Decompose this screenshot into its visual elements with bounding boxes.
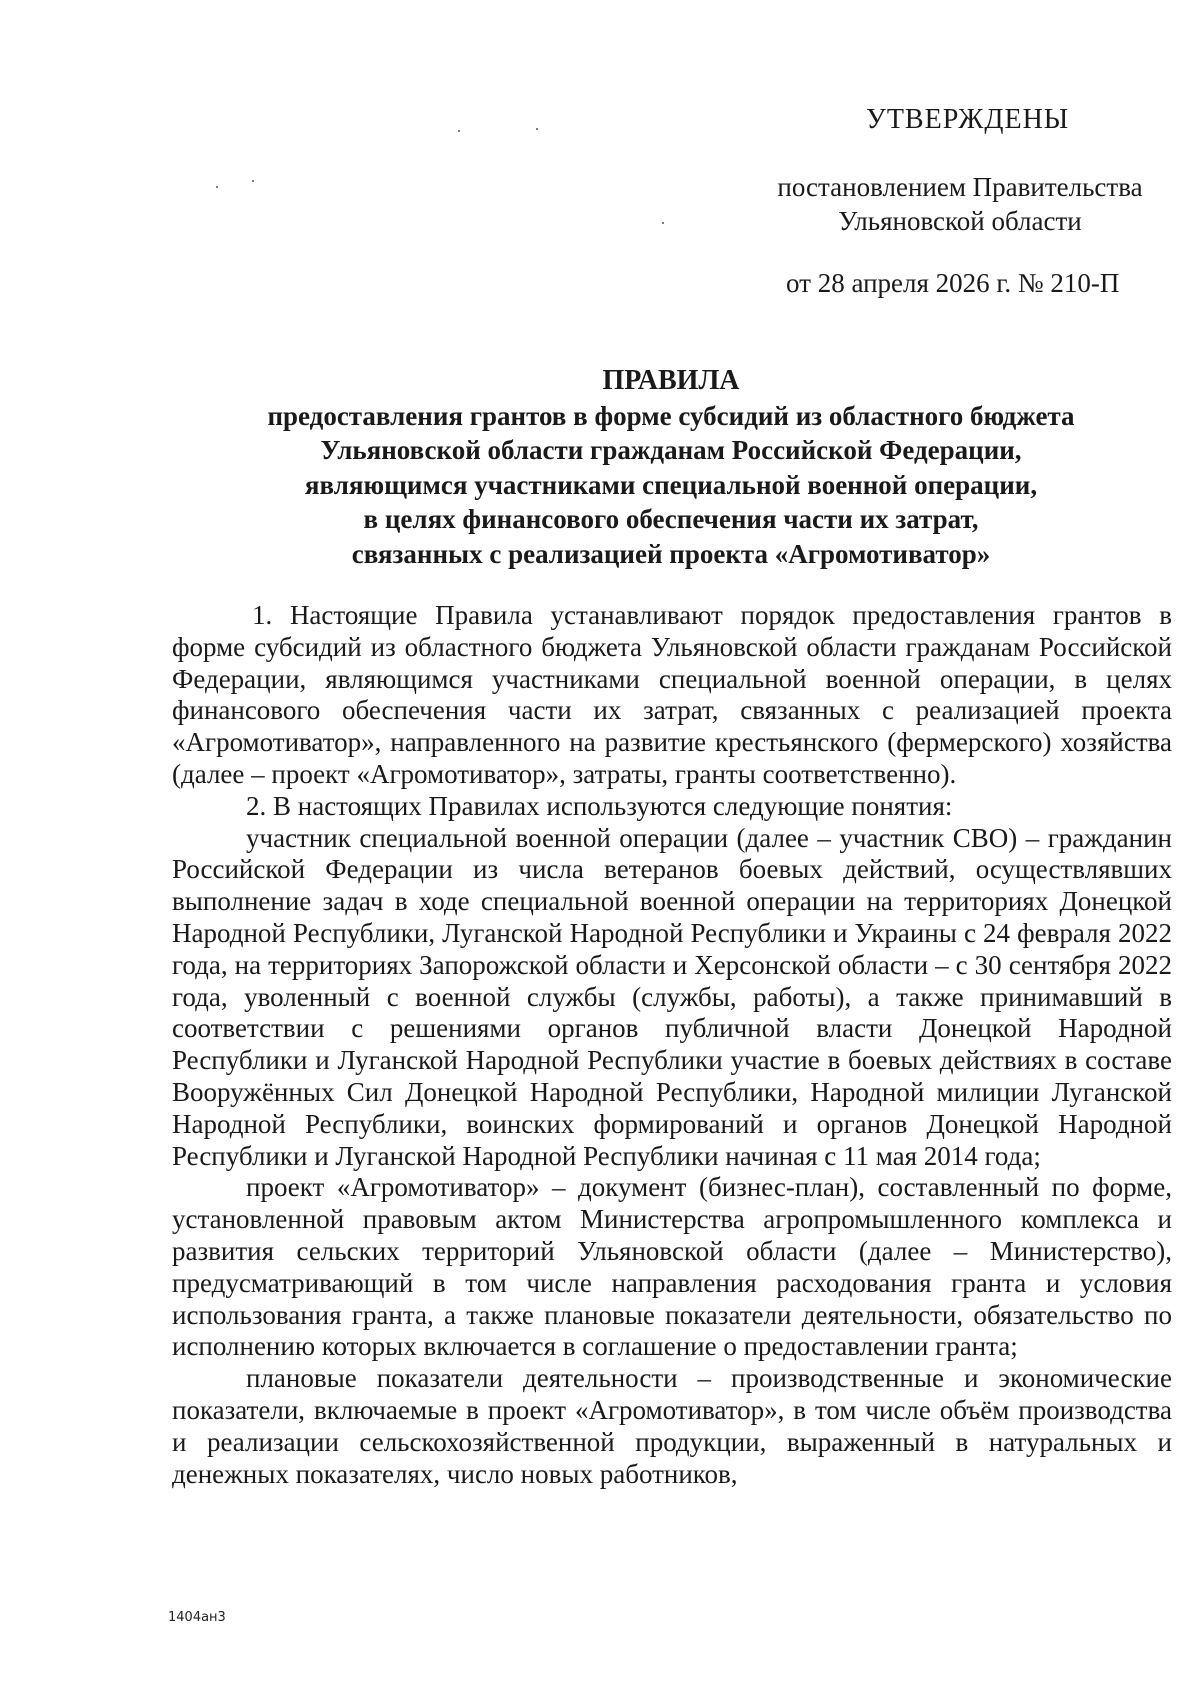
approval-date: от 28 апреля 2026 г. № 210-П [786, 268, 1120, 298]
title-subtitle-line: предоставления грантов в форме субсидий из областного бюджета [267, 400, 1075, 431]
document-body [172, 600, 1172, 1490]
body-paragraph: проект «Агромотиватор» – документ (бизнес-план), составленный по форме, установленной правовым актом Министерства агропромышленного комплекса и развития сельских территорий Ульяновской области (далее – Министерство), предусматривающий в том числе направления расходования гранта и условия использования гранта, а также плановые показатели деятельности, обязательство по исполнению которых включается в соглашение о предоставлении гранта; [172, 1172, 1172, 1362]
footer-code: 1404ан3 [168, 1610, 226, 1625]
body-paragraph: 2. В настоящих Правилах используются следующие понятия: [246, 790, 953, 821]
body-paragraph: 1. Настоящие Правила устанавливают порядок предоставления грантов в форме субсидий из областного бюджета Ульяновской области гражданам Российской Федерации, являющимся участниками специальной военной операции, в целях финансового обеспечения части их затрат, связанных с реализацией проекта «Агромотиватор», направленного на развитие крестьянского (фермерского) хозяйства (далее – проект «Агромотиватор», затраты, гранты соответственно). [172, 600, 1172, 789]
scan-speck [252, 180, 254, 182]
scan-speck [536, 128, 538, 130]
title-subtitle-line: Ульяновской области гражданам Российской Федерации, [320, 435, 1022, 465]
title-main: ПРАВИЛА [602, 365, 740, 396]
body-paragraph: плановые показатели деятельности – производственные и экономические показатели, включаемые в проект «Агромотиватор», в том числе объём производства и реализации сельскохозяйственной продукции, выраженный в натуральных и денежных показателях, число новых работников, [172, 1363, 1172, 1489]
title-subtitle-line: в целях финансового обеспечения части их затрат, [363, 504, 979, 534]
title-subtitle-line: связанных с реализацией проекта «Агромотиватор» [351, 538, 991, 569]
scan-speck [458, 130, 460, 132]
approval-line-2: Ульяновской области [838, 206, 1082, 236]
approval-line-1: постановлением Правительства [777, 172, 1143, 202]
scan-speck [662, 222, 664, 224]
scan-speck [216, 186, 218, 188]
title-subtitle-line: являющимся участниками специальной военной операции, [304, 469, 1038, 500]
approval-authority [760, 170, 1160, 238]
document-title [170, 364, 1172, 571]
body-paragraph: участник специальной военной операции (далее – участник СВО) – гражданин Российской Федерации из числа ветеранов боевых действий, осуществлявших выполнение задач в ходе специальной военной операции на территориях Донецкой Народной Республики, Луганской Народной Республики и Украины с 24 февраля 2022 года, на территориях Запорожской области и Херсонской области – с 30 сентября 2022 года, уволенный с военной службы (службы, работы), а также принимавший в соответствии с решениями органов публичной власти Донецкой Народной Республики и Луганской Народной Республики участие в боевых действиях в составе Вооружённых Сил Донецкой Народной Республики, Народной милиции Луганской Народной Республики, воинских формирований и органов Донецкой Народной Республики и Луганской Народной Республики начиная с 11 мая 2014 года; [172, 822, 1172, 1171]
approved-heading: УТВЕРЖДЕНЫ [866, 104, 1070, 135]
